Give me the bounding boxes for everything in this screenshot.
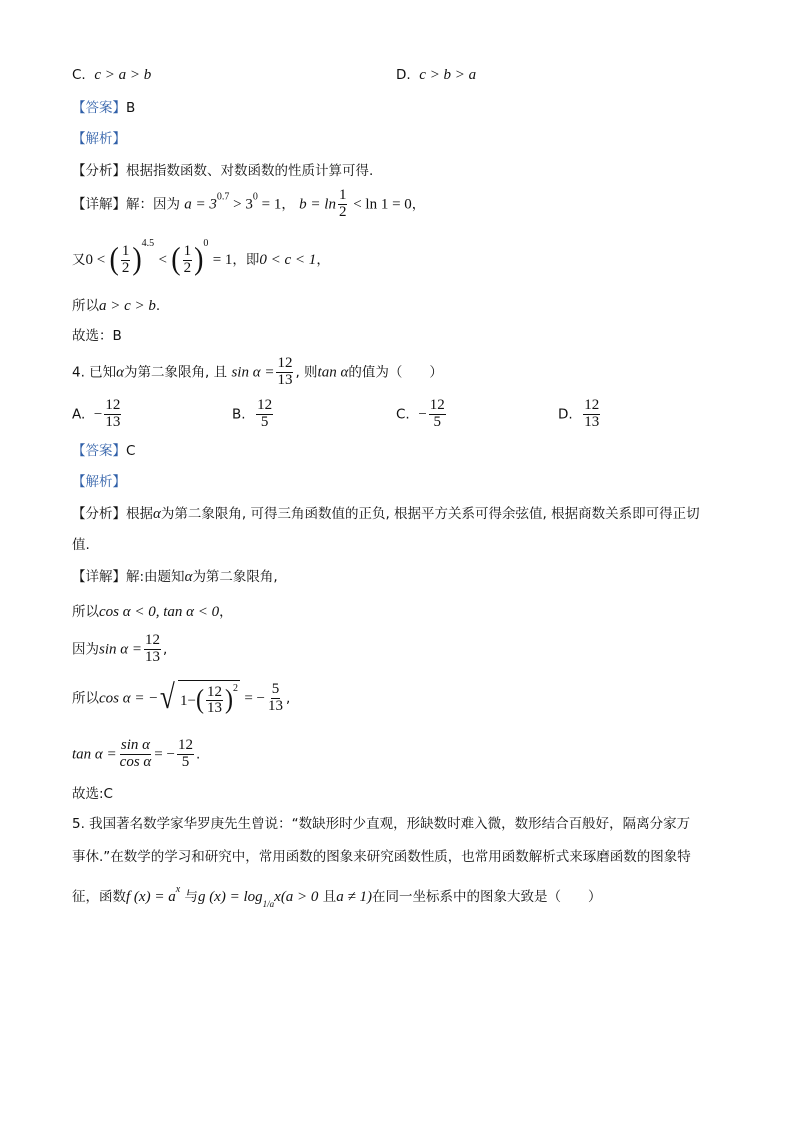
q3-detail-line1: 【详解】解：因为 $a = 3^{0.7} > 3^0 = 1$， b = ln $\frac{1}{2}$ < ln 1 = 0， bbox=[72, 187, 426, 220]
q4-detail-l3: 所以cos α = −√ 1−( $\frac{12}{13}$ )$^2$ = − $\frac{5}{13}$ , bbox=[72, 679, 291, 717]
q3-option-d: D. c > b > a bbox=[396, 67, 477, 83]
q4-detail-l4: tan α = $\frac{\text{sin α}}{\text{cos α}}$ = − $\frac{12}{5}$ . bbox=[72, 737, 201, 770]
q4-stem: 4. 已知α为第二象限角, 且 sin α = $\frac{12}{13}$ , 则tan α的值为（ ） bbox=[72, 355, 443, 388]
q3-detail-line3: 所以a > c > b. bbox=[72, 298, 161, 314]
q4-analysis-heading: 【解析】 bbox=[72, 474, 126, 490]
q4-answer: 【答案】C bbox=[72, 443, 136, 459]
q3-option-d-expr: c > b > a bbox=[419, 67, 477, 83]
q4-option-c: C. − $\frac{12}{5}$ bbox=[396, 397, 445, 430]
q4-fenxi-line1: 【分析】根据α为第二象限角, 可得三角函数值的正负, 根据平方关系可得余弦值, 根据商数关系即可得正切 bbox=[72, 506, 700, 522]
q3-option-c: C. c > a > b bbox=[72, 67, 152, 83]
q5-line1: 5. 我国著名数学家华罗庚先生曾说：“数缺形时少直观，形缺数时难入微，数形结合百般好，隔离分家万 bbox=[72, 816, 691, 832]
fraction-half: $\frac{1}{2}$ bbox=[338, 187, 347, 220]
q4-choose: 故选:C bbox=[72, 786, 113, 802]
q3-detail-line2: 又0 < ( $\frac{1}{2}$ )$^{4.5}$ < ( $\frac{1}{2}$ )$^0$ = 1，即0 < c < 1， bbox=[72, 238, 330, 278]
q5-line3: 征，函数f $(x) = a^x$ 与g $(x) = \log_{1/a}x(a > 0$ 且a ≠ 1)在同一坐标系中的图象大致是（ ） bbox=[72, 884, 602, 909]
q3-choose: 故选：B bbox=[72, 328, 122, 344]
q3-option-c-expr: c > a > b bbox=[94, 67, 152, 83]
q3-answer: 【答案】B bbox=[72, 100, 136, 116]
q4-option-a: A. − $\frac{12}{13}$ bbox=[72, 397, 121, 430]
q5-line2: 事休.”在数学的学习和研究中，常用函数的图象来研究函数性质，也常用函数解析式来琢磨函数的图象特 bbox=[72, 849, 691, 865]
q4-option-b: B. $\frac{12}{5}$ bbox=[232, 397, 273, 430]
q4-option-d: D. $\frac{12}{13}$ bbox=[558, 397, 600, 430]
q3-analysis-heading: 【解析】 bbox=[72, 131, 126, 147]
answer-tag: 【答案】 bbox=[72, 100, 126, 116]
q4-detail-l1: 所以cos α < 0, tan α < 0， bbox=[72, 604, 233, 620]
q4-detail-l2: 因为sin α = $\frac{12}{13}$ , bbox=[72, 632, 168, 665]
q4-detail: 【详解】解:由题知α为第二象限角, bbox=[72, 569, 278, 585]
q4-fenxi-line2: 值. bbox=[72, 537, 90, 553]
q3-fenxi: 【分析】根据指数函数、对数函数的性质计算可得. bbox=[72, 163, 374, 179]
